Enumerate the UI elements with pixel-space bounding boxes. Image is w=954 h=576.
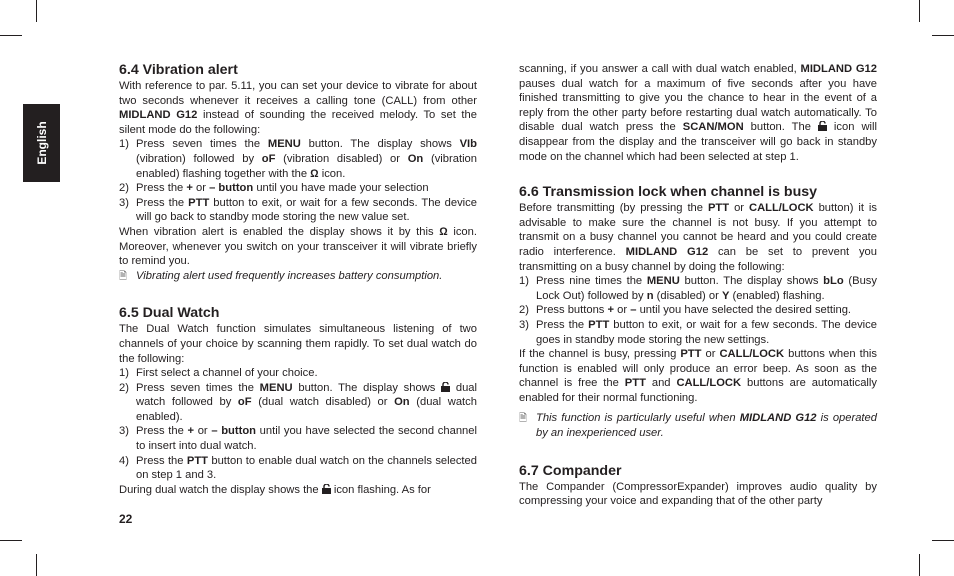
list-item: 2) Press seven times the MENU button. The display shows dual watch followed by oF (dual watch disabled) or On (dual watch enabled). bbox=[119, 381, 477, 423]
list-item: 2) Press buttons + or – until you have selected the desired setting. bbox=[519, 304, 852, 317]
crop-mark bbox=[932, 540, 954, 541]
crop-mark bbox=[0, 35, 22, 36]
list-item: 1) First select a channel of your choice. bbox=[119, 367, 318, 380]
note: 🗎 Vibrating alert used frequently increases battery consumption. bbox=[119, 269, 477, 284]
vibration-icon: Ω bbox=[439, 225, 448, 238]
list-item: 2) Press the + or – button until you have made your selection bbox=[119, 182, 429, 195]
list-item: 3) Press the + or – button until you have selected the second channel to insert into dual watch. bbox=[119, 425, 477, 453]
left-column bbox=[119, 62, 477, 497]
vibration-icon: Ω bbox=[310, 167, 319, 180]
compander-intro: The Compander (CompressorExpander) improves audio quality by compressing your voice and expanding that of the other party bbox=[519, 480, 877, 508]
note-icon: 🗎 bbox=[519, 413, 528, 425]
vibration-after: When vibration alert is enabled the display shows it by this Ω icon. Moreover, whenever you switch on your transceiver it will vibrate briefly to remind you. bbox=[119, 225, 477, 268]
transmission-lock-intro: Before transmitting (by pressing the PTT or CALL/LOCK button) it is advisable to make sure the channel is not busy. If you attempt to transmit on a busy channel you cannot be heard and you could create radio interference. MIDLAND G12 can be set to prevent you transmitting on a busy channel by doing the following: bbox=[519, 202, 878, 273]
language-tab bbox=[23, 104, 60, 182]
crop-mark bbox=[0, 540, 22, 541]
dual-watch-during: During dual watch the display shows the icon flashing. As for bbox=[119, 483, 431, 496]
note: 🗎 This function is particularly useful when MIDLAND G12 is operated by an inexperienced user. bbox=[519, 412, 877, 440]
note-icon: 🗎 bbox=[119, 270, 128, 282]
dual-watch-continued: scanning, if you answer a call with dual watch enabled, MIDLAND G12 pauses dual watch for a maximum of five seconds after you have finished transmitting to give you the chance to hear in the event of a reply from the other party before restarting dual watch automatically. To disable dual watch press the SCAN/MON button. The icon will disappear from the display and the transceiver will go back in standby mode on the channel which had been selected at step 1. bbox=[519, 63, 877, 163]
list-item: 3) Press the PTT button to exit, or wait for a few seconds. The device will go back to standby mode storing the new value set. bbox=[119, 196, 477, 224]
crop-mark bbox=[36, 554, 37, 576]
dual-watch-icon bbox=[441, 382, 450, 392]
section-title-transmission-lock: 6.6 Transmission lock when channel is busy bbox=[519, 184, 818, 201]
crop-mark bbox=[36, 0, 37, 22]
section-title-vibration: 6.4 Vibration alert bbox=[119, 62, 238, 78]
dual-watch-intro: The Dual Watch function simulates simultaneous listening of two channels of your choice by scanning them rapidly. To set dual watch do the following: bbox=[119, 323, 477, 365]
crop-mark bbox=[919, 0, 920, 22]
list-item: 1) Press nine times the MENU button. The display shows bLo (Busy Lock Out) followed by n (disabled) or Y (enabled) flashing. bbox=[519, 275, 877, 302]
right-column bbox=[519, 62, 877, 509]
section-title-compander: 6.7 Compander bbox=[519, 462, 622, 479]
dual-watch-icon bbox=[322, 484, 331, 494]
list-item: 1) Press seven times the MENU button. The display shows VIb (vibration) followed by oF (vibration disabled) or On (vibration enabled) flashing together with the Ω icon. bbox=[119, 138, 478, 180]
crop-mark bbox=[919, 554, 920, 576]
transmission-lock-busy: If the channel is busy, pressing PTT or CALL/LOCK buttons when this function is enabled will only produce an error beep. As soon as the channel is free the PTT and CALL/LOCK buttons are automatically enabled for their normal functioning. bbox=[519, 348, 877, 404]
crop-mark bbox=[932, 35, 954, 36]
section-title-dual-watch: 6.5 Dual Watch bbox=[119, 305, 220, 322]
vibration-intro: With reference to par. 5.11, you can set your device to vibrate for about two seconds whenever it receives a calling tone (CALL) from other MIDLAND G12 instead of sounding the received melody. To set the silent mode do the following: bbox=[119, 80, 477, 136]
dual-watch-icon bbox=[818, 121, 827, 131]
page-number: 22 bbox=[119, 512, 133, 526]
language-label: English bbox=[34, 121, 49, 165]
list-item: 4) Press the PTT button to enable dual watch on the channels selected on step 1 and 3. bbox=[119, 454, 477, 482]
list-item: 3) Press the PTT button to exit, or wait for a few seconds. The device goes in standby mode storing the new settings. bbox=[519, 318, 877, 346]
